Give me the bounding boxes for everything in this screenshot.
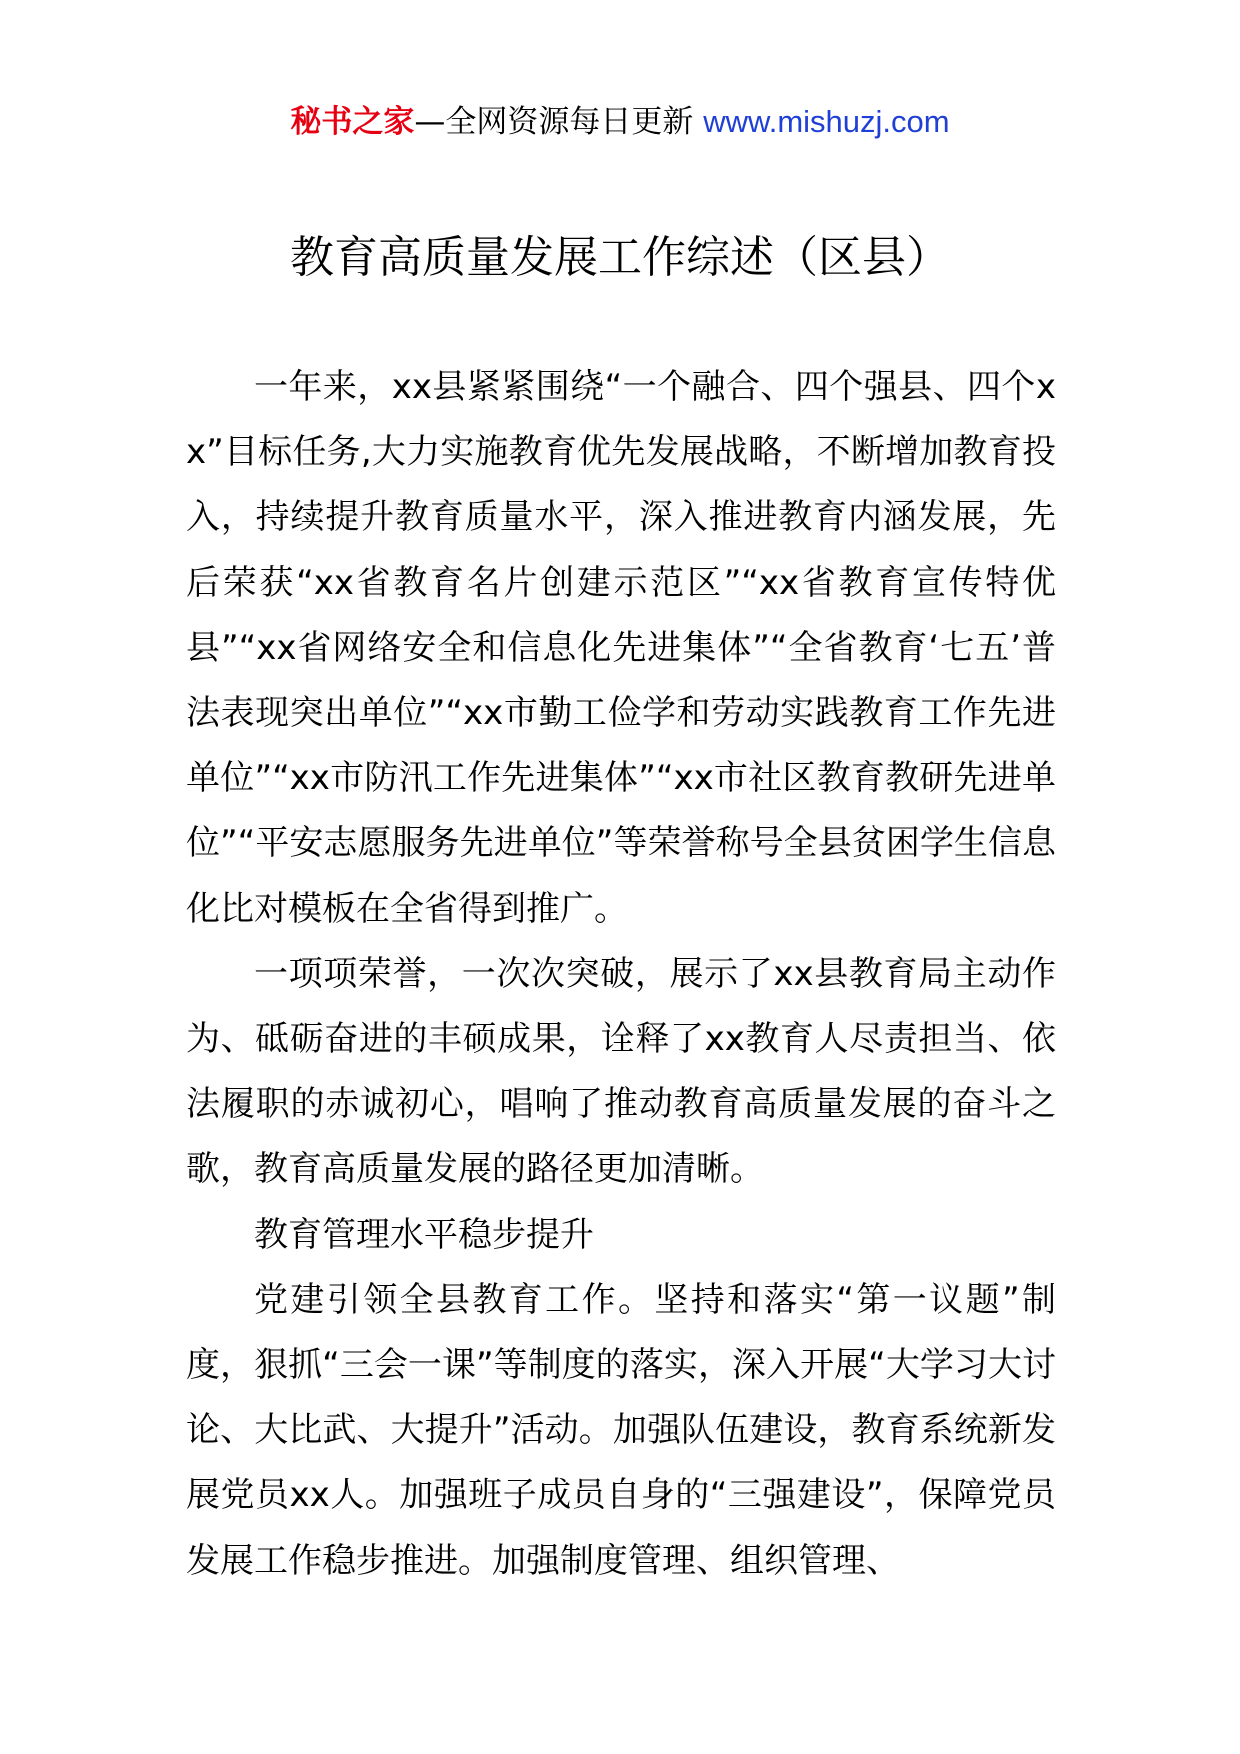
brand-tagline: —全网资源每日更新 [414,104,704,140]
document-body [186,355,1056,1594]
site-banner [0,100,1240,144]
paragraph-intro: 一年来，xx县紧紧围绕“一个融合、四个强县、四个xx”目标任务,大力实施教育优先发展战略，不断增加教育投入，持续提升教育质量水平，深入推进教育内涵发展，先后荣获“xx省教育名片创建示范区”“xx省教育宣传特优县”“xx省网络安全和信息化先进集体”“全省教育‘七五’普法表现突出单位”“xx市勤工俭学和劳动实践教育工作先进单位”“xx市防汛工作先进集体”“xx市社区教育教研先进单位”“平安志愿服务先进单位”等荣誉称号全县贫困学生信息化比对模板在全省得到推广。 [186,367,1056,929]
brand-name: 秘书之家 [290,104,415,140]
site-url-link[interactable]: www.mishuzj.com [703,104,950,139]
paragraph-party-building: 党建引领全县教育工作。坚持和落实“第一议题”制度，狠抓“三会一课”等制度的落实，深入开展“大学习大讨论、大比武、大提升”活动。加强队伍建设，教育系统新发展党员xx人。加强班子成员自身的“三强建设”，保障党员发展工作稳步推进。加强制度管理、组织管理、 [186,1279,1056,1581]
document-title: 教育高质量发展工作综述（区县） [290,232,950,283]
paragraph-achievements: 一项项荣誉，一次次突破，展示了xx县教育局主动作为、砥砺奋进的丰硕成果，诠释了xx教育人尽责担当、依法履职的赤诚初心，唱响了推动教育高质量发展的奋斗之歌，教育高质量发展的路径更加清晰。 [186,953,1056,1190]
section-heading: 教育管理水平稳步提升 [254,1214,594,1255]
